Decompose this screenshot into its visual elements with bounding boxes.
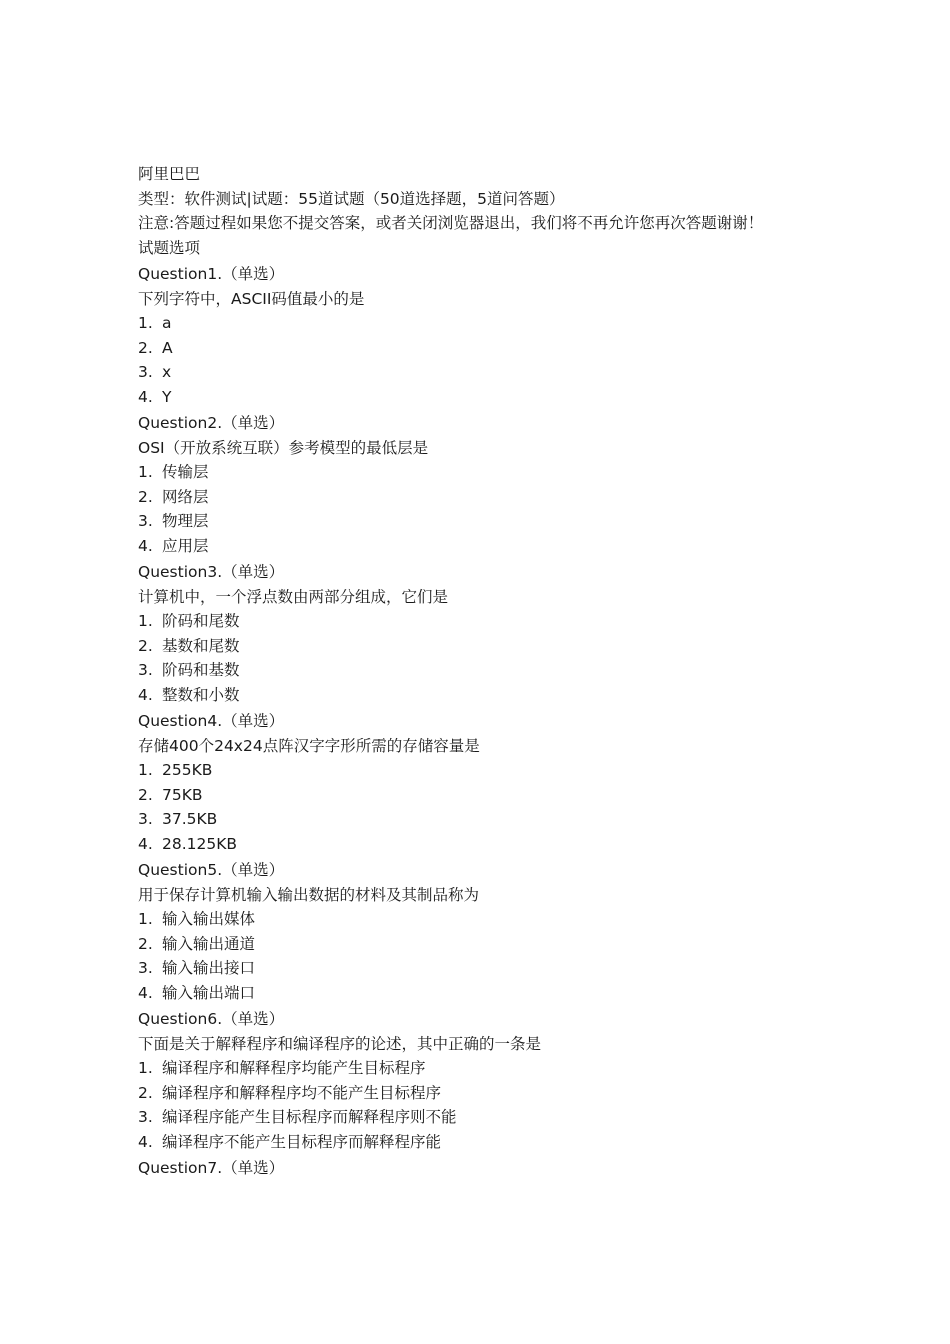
question-block <box>138 262 818 409</box>
answer-option <box>138 956 818 981</box>
option-number: 3. <box>138 512 153 530</box>
option-text: 输入输出通道 <box>162 934 256 953</box>
option-text: 28.125KB <box>162 834 238 853</box>
question-block <box>138 411 818 558</box>
option-text: 输入输出接口 <box>162 959 256 977</box>
answer-option <box>138 385 818 410</box>
option-text: 整数和小数 <box>162 685 240 704</box>
option-text: 编译程序和解释程序均能产生目标程序 <box>162 1059 426 1077</box>
question-stem: 下面是关于解释程序和编译程序的论述，其中正确的一条是 <box>138 1034 542 1053</box>
exam-notice: 注意:答题过程如果您不提交答案，或者关闭浏览器退出，我们将不再允许您再次答题谢谢！ <box>138 214 764 232</box>
option-number: 2. <box>138 338 153 357</box>
option-number: 1. <box>138 612 153 630</box>
answer-option <box>138 485 818 510</box>
option-number: 2. <box>138 487 153 506</box>
option-text: 基数和尾数 <box>162 636 240 655</box>
option-text: 网络层 <box>162 487 209 506</box>
answer-option <box>138 1105 818 1130</box>
option-list <box>138 311 818 409</box>
option-number: 3. <box>138 363 153 381</box>
question-label: Question2.（单选） <box>138 414 285 432</box>
question-label: Question4.（单选） <box>138 712 285 730</box>
question-stem: 用于保存计算机输入输出数据的材料及其制品称为 <box>138 885 480 904</box>
option-number: 4. <box>138 685 153 704</box>
option-number: 3. <box>138 959 153 977</box>
answer-option <box>138 1130 818 1155</box>
option-text: 输入输出媒体 <box>162 910 256 928</box>
answer-option <box>138 981 818 1006</box>
answer-option <box>138 1056 818 1081</box>
question-block <box>138 709 818 856</box>
option-text: 编译程序能产生目标程序而解释程序则不能 <box>162 1108 457 1126</box>
option-text: Y <box>162 387 172 406</box>
option-text: 75KB <box>162 785 203 804</box>
option-number: 2. <box>138 934 153 953</box>
answer-option <box>138 311 818 336</box>
question-block <box>138 1156 818 1181</box>
question-stem: 存储400个24x24点阵汉字字形所需的存储容量是 <box>138 736 480 755</box>
answer-option <box>138 360 818 385</box>
option-list <box>138 609 818 707</box>
option-list <box>138 758 818 856</box>
option-text: A <box>162 338 173 357</box>
answer-option <box>138 634 818 659</box>
question-label: Question6.（单选） <box>138 1010 285 1028</box>
option-text: 编译程序不能产生目标程序而解释程序能 <box>162 1132 442 1151</box>
answer-option <box>138 783 818 808</box>
option-number: 1. <box>138 463 153 481</box>
exam-meta: 类型：软件测试|试题：55道试题（50道选择题，5道问答题） <box>138 189 565 208</box>
option-text: 输入输出端口 <box>162 983 256 1002</box>
option-number: 1. <box>138 314 153 332</box>
section-title: 试题选项 <box>138 238 201 257</box>
answer-option <box>138 907 818 932</box>
option-number: 3. <box>138 1108 153 1126</box>
option-number: 4. <box>138 387 153 406</box>
company-title: 阿里巴巴 <box>138 165 201 183</box>
option-number: 3. <box>138 810 153 828</box>
option-list <box>138 460 818 558</box>
answer-option <box>138 1081 818 1106</box>
question-stem: OSI（开放系统互联）参考模型的最低层是 <box>138 438 429 457</box>
option-list <box>138 907 818 1005</box>
question-list <box>138 262 818 1181</box>
answer-option <box>138 509 818 534</box>
option-list <box>138 1056 818 1154</box>
option-text: 物理层 <box>162 512 209 530</box>
answer-option <box>138 758 818 783</box>
option-number: 4. <box>138 983 153 1002</box>
option-number: 1. <box>138 761 153 779</box>
option-text: 阶码和基数 <box>162 661 240 679</box>
option-text: 编译程序和解释程序均不能产生目标程序 <box>162 1083 442 1102</box>
question-block <box>138 858 818 1005</box>
option-number: 4. <box>138 834 153 853</box>
option-number: 2. <box>138 1083 153 1102</box>
option-text: 37.5KB <box>162 810 218 828</box>
option-number: 4. <box>138 536 153 555</box>
question-block <box>138 1007 818 1154</box>
option-text: 阶码和尾数 <box>162 612 240 630</box>
option-number: 1. <box>138 910 153 928</box>
answer-option <box>138 658 818 683</box>
answer-option <box>138 932 818 957</box>
question-block <box>138 560 818 707</box>
answer-option <box>138 460 818 485</box>
option-number: 2. <box>138 636 153 655</box>
option-text: 传输层 <box>162 463 209 481</box>
option-text: 应用层 <box>162 536 209 555</box>
answer-option <box>138 336 818 361</box>
question-label: Question7.（单选） <box>138 1159 285 1177</box>
option-number: 2. <box>138 785 153 804</box>
option-text: x <box>162 363 172 381</box>
option-number: 3. <box>138 661 153 679</box>
option-text: 255KB <box>162 761 213 779</box>
answer-option <box>138 534 818 559</box>
answer-option <box>138 683 818 708</box>
answer-option <box>138 832 818 857</box>
question-stem: 计算机中，一个浮点数由两部分组成，它们是 <box>138 587 449 606</box>
answer-option <box>138 807 818 832</box>
option-text: a <box>162 314 172 332</box>
answer-option <box>138 609 818 634</box>
question-stem: 下列字符中，ASCII码值最小的是 <box>138 289 365 308</box>
question-label: Question1.（单选） <box>138 265 285 283</box>
question-label: Question3.（单选） <box>138 563 285 581</box>
question-label: Question5.（单选） <box>138 861 285 879</box>
option-number: 1. <box>138 1059 153 1077</box>
document-page <box>138 162 818 1181</box>
option-number: 4. <box>138 1132 153 1151</box>
